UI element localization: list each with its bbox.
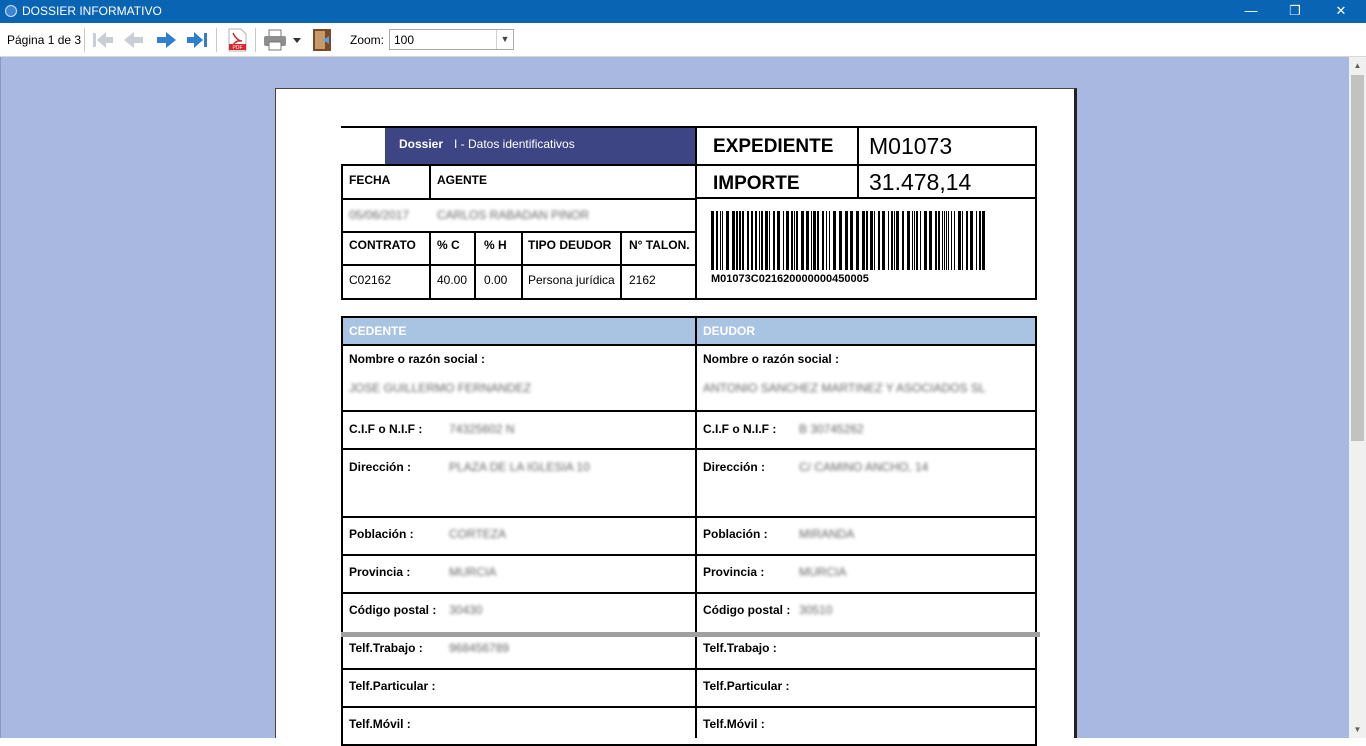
barcode-bar [938,211,940,270]
barcode-bar [796,211,798,270]
barcode-bar [711,211,714,270]
deudor-nombre-value: ANTONIO SANCHEZ MARTINEZ Y ASOCIADOS SL [703,381,986,395]
deudor-title: DEUDOR [703,324,756,338]
toolbar [0,23,1366,57]
expediente-label: EXPEDIENTE [713,136,834,157]
deudor-cif-label: C.I.F o N.I.F : [703,422,777,436]
barcode-bar [801,211,804,270]
barcode-bar [878,211,880,270]
deudor-cif-value: B 30745262 [799,422,864,436]
first-page-icon[interactable] [90,27,116,53]
cedente-provincia-label: Provincia : [349,565,411,579]
barcode-bar [826,211,827,270]
deudor-telf-movil-label: Telf.Móvil : [703,717,765,731]
close-icon: ✕ [1335,3,1347,18]
cedente-cif-label: C.I.F o N.I.F : [349,422,423,436]
barcode-bar [773,211,775,270]
barcode-bar [920,211,921,270]
zoom-value: 100 [394,33,415,47]
toolbar-separator [216,28,217,52]
barcode-bar [954,211,955,270]
barcode-bar [726,211,729,270]
divider [342,344,1036,346]
zoom-select[interactable] [389,29,514,50]
page-info: Página 1 de 3 [7,33,82,47]
barcode-bar [811,211,812,270]
divider [342,668,1036,670]
barcode-bar [896,211,899,270]
cedente-cif-value: 74325602 N [449,422,515,436]
barcode-bar [759,211,760,270]
barcode-bar [856,211,859,270]
divider [521,232,523,299]
deudor-header [697,318,1035,344]
barcode-bar [942,211,943,270]
fecha-value: 05/06/2017 [349,208,410,222]
deudor-provincia-value: MURCIA [799,565,847,579]
minimize-icon: — [1244,3,1258,18]
barcode-bar [777,211,780,270]
deudor-poblacion-label: Población : [703,527,768,541]
divider [696,197,1036,199]
barcode-bar [755,211,757,270]
cedente-poblacion-value: CORTEZA [449,527,507,541]
barcode-bar [902,211,904,270]
barcode-bar [794,211,795,270]
deudor-telf-particular-label: Telf.Particular : [703,679,790,693]
barcode-bar [944,211,945,270]
toolbar-separator [255,28,256,52]
barcode-bar [979,211,981,270]
cedente-cp-value: 30430 [449,603,483,617]
barcode-bar [916,211,918,270]
contrato-value: C02162 [349,273,392,287]
barcode-bar [736,211,738,270]
deudor-cp-label: Código postal : [703,603,791,617]
barcode-bar [822,211,824,270]
barcode-bar [874,211,875,270]
divider [857,127,859,199]
barcode-bar [976,211,977,270]
divider [429,232,431,299]
barcode-bar [786,211,789,270]
divider [620,232,622,299]
divider [342,264,696,266]
expediente-value: M01073 [869,133,953,159]
barcode-bar [958,211,961,270]
col-pct-h: % H [484,238,507,252]
close-button[interactable] [1318,0,1364,23]
window-title: DOSSIER INFORMATIVO [22,4,162,18]
prev-page-icon[interactable] [121,27,147,53]
cedente-cp-label: Código postal : [349,603,437,617]
barcode-bar [850,211,853,270]
barcode-bar [833,211,836,270]
divider [342,231,696,233]
barcode-bar [907,211,910,270]
barcode-bar [720,211,721,270]
divider [474,232,476,299]
barcode-bar [742,211,744,270]
cedente-header [343,318,695,344]
barcode-bar [966,211,968,270]
barcode-bar [924,211,927,270]
barcode [711,211,987,270]
header-cell-left [341,126,697,166]
scroll-thumb[interactable] [1351,75,1364,441]
dossier-section: I - Datos identificativos [454,137,575,151]
barcode-bar [870,211,873,270]
tipo-deudor-value: Persona jurídica [528,273,615,287]
dossier-label: Dossier [399,137,444,151]
col-n-talon: N° TALON. [629,238,690,252]
print-icon[interactable] [262,27,288,53]
exit-icon[interactable] [309,27,335,53]
pdf-icon[interactable] [224,27,250,53]
toolbar-separator [84,28,85,52]
page-break-divider [341,632,1040,637]
cedente-direccion-label: Dirección : [349,460,412,474]
cedente-direccion-value: PLAZA DE LA IGLESIA 10 [449,460,590,474]
barcode-bar [732,211,735,270]
cedente-poblacion-label: Población : [349,527,414,541]
title-bar [0,0,1366,23]
chevron-down-icon[interactable]: ▼ [496,30,513,49]
zoom-label: Zoom: [350,33,385,47]
barcode-bar [894,211,895,270]
barcode-bar [839,211,842,270]
n-talon-value: 2162 [629,273,656,287]
importe-value: 31.478,14 [869,169,972,195]
vertical-scrollbar[interactable] [1349,57,1366,738]
barcode-bar [806,211,809,270]
barcode-bar [769,211,770,270]
barcode-bar [882,211,885,270]
col-pct-c: % C [437,238,460,252]
barcode-bar [912,211,913,270]
barcode-bar [765,211,768,270]
barcode-bar [747,211,749,270]
barcode-bar [716,211,718,270]
deudor-nombre-label: Nombre o razón social : [703,352,840,366]
barcode-bar [929,211,932,270]
barcode-bar [739,211,741,270]
deudor-telf-trabajo-label: Telf.Trabajo : [703,641,777,655]
barcode-bar [935,211,937,270]
agente-label: AGENTE [437,173,488,187]
barcode-bar [982,211,985,270]
minimize-button[interactable] [1228,0,1274,23]
barcode-bar [829,211,830,270]
barcode-bar [946,211,947,270]
agente-value: CARLOS RABADAN PINOR [437,208,590,222]
barcode-bar [813,211,816,270]
divider [342,198,696,200]
divider [342,410,1036,412]
barcode-bar [891,211,893,270]
last-page-icon[interactable] [184,27,210,53]
barcode-bar [951,211,952,270]
barcode-bar [948,211,949,270]
barcode-bar [962,211,963,270]
cedente-title: CEDENTE [349,324,407,338]
barcode-bar [914,211,915,270]
cedente-provincia-value: MURCIA [449,565,497,579]
barcode-bar [862,211,865,270]
barcode-bar [888,211,889,270]
col-tipo-deudor: TIPO DEUDOR [528,238,612,252]
barcode-bar [817,211,819,270]
cedente-telf-trabajo-label: Telf.Trabajo : [349,641,423,655]
app-icon [5,5,17,17]
divider [696,164,1036,166]
cedente-telf-movil-label: Telf.Móvil : [349,717,411,731]
divider [342,554,1036,556]
svg-text:PDF: PDF [232,45,243,51]
pct-h-value: 0.00 [484,273,508,287]
divider [342,516,1036,518]
divider [342,706,1036,708]
scroll-up-icon[interactable]: ▲ [1353,61,1362,70]
cedente-nombre-value: JOSE GUILLERMO FERNANDEZ [349,381,532,395]
divider [429,165,431,199]
barcode-bar [970,211,973,270]
fecha-label: FECHA [349,173,391,187]
pct-c-value: 40.00 [437,273,468,287]
barcode-bar [761,211,763,270]
deudor-direccion-label: Dirección : [703,460,766,474]
next-page-icon[interactable] [153,27,179,53]
barcode-bar [722,211,723,270]
divider [342,592,1036,594]
barcode-bar [751,211,753,270]
barcode-bar [866,211,868,270]
barcode-text: M01073C021620000000450005 [711,273,869,285]
restore-icon: ❐ [1289,3,1301,18]
divider [342,448,1036,450]
col-contrato: CONTRATO [349,238,416,252]
divider [695,318,697,738]
scroll-down-icon[interactable]: ▼ [1353,725,1362,734]
cedente-telf-trabajo-value: 968456789 [449,641,510,655]
deudor-poblacion-value: MIRANDA [799,527,855,541]
barcode-bar [783,211,784,270]
deudor-direccion-value: C/ CAMINO ANCHO, 14 [799,460,929,474]
barcode-bar [791,211,793,270]
cedente-telf-particular-label: Telf.Particular : [349,679,436,693]
restore-button[interactable] [1272,0,1318,23]
deudor-provincia-label: Provincia : [703,565,765,579]
importe-label: IMPORTE [713,173,800,194]
print-dropdown-icon[interactable] [292,37,302,45]
deudor-cp-value: 30510 [799,603,833,617]
cedente-nombre-label: Nombre o razón social : [349,352,486,366]
barcode-bar [845,211,848,270]
